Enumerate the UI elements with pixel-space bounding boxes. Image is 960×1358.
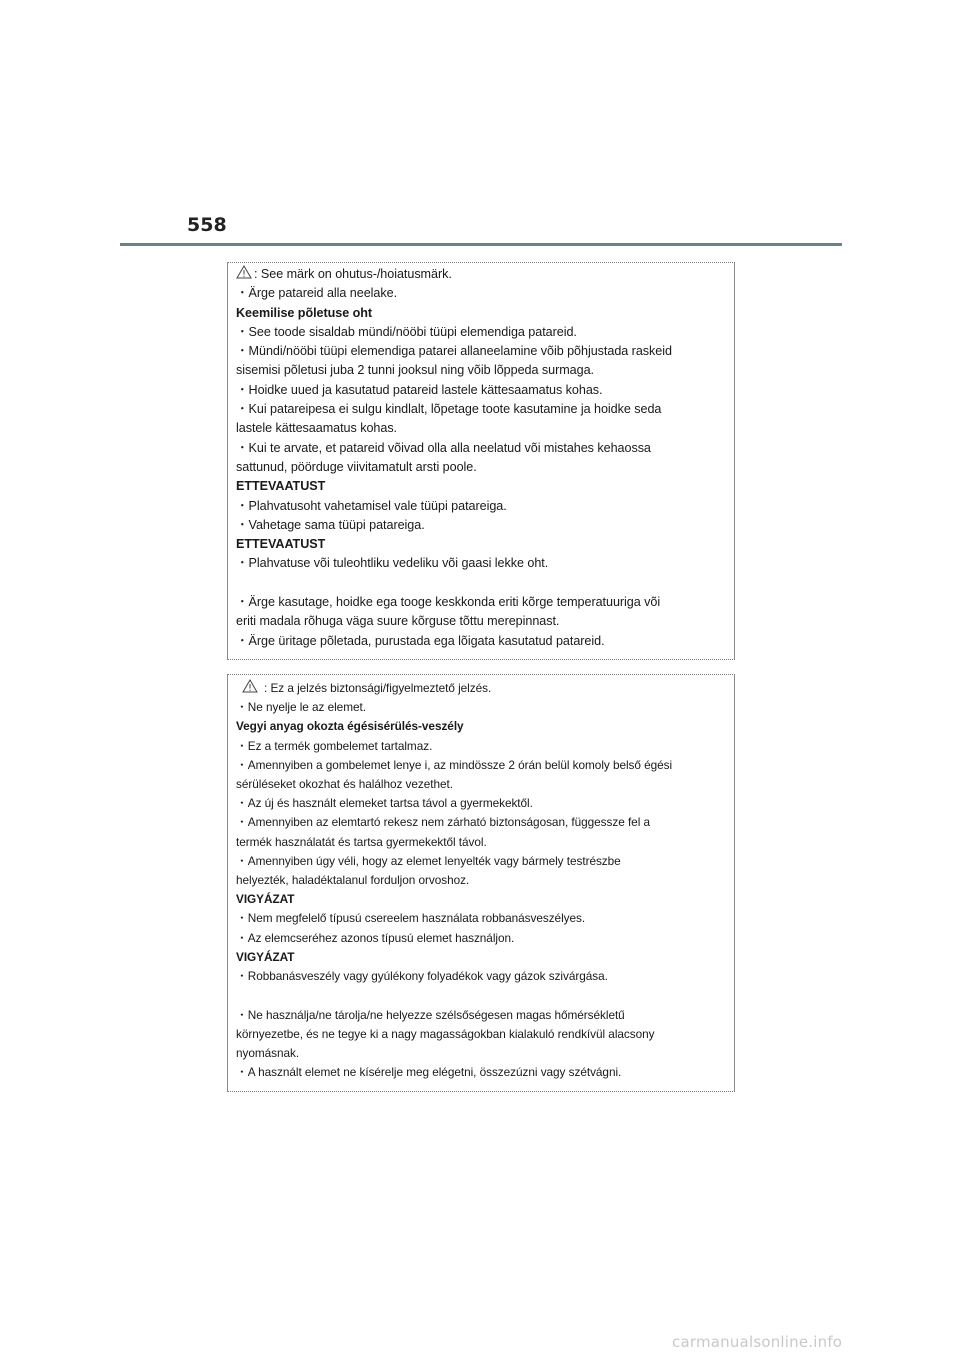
text-line: [236, 986, 728, 1005]
text-line: [236, 574, 728, 593]
text-line: sisemisi põletusi juba 2 tunni jooksul ning võib lõppeda surmaga.: [236, 363, 594, 378]
text-line: ・Ne használja/ne tárolja/ne helyezze szélsőségesen magas hőmérsékletű: [236, 1007, 625, 1022]
hungarian-symbol-text: : Ez a jelzés biztonsági/figyelmeztető jelzés.: [264, 681, 492, 695]
page-number: 558: [187, 214, 227, 236]
hungarian-warning-box: [227, 674, 735, 1092]
text-line: ・Ärge üritage põletada, purustada ega lõigata kasutatud patareid.: [236, 633, 605, 648]
warning-triangle-icon: [236, 265, 252, 279]
header-rule: [120, 243, 842, 246]
hungarian-text-lines: [236, 698, 728, 1082]
section-heading: ETTEVAATUST: [236, 537, 326, 552]
text-line: lastele kättesaamatus kohas.: [236, 421, 398, 436]
text-line: ・Kui te arvate, et patareid võivad olla alla neelatud või mistahes kehaossa: [236, 440, 651, 455]
text-line: ・Az új és használt elemeket tartsa távol a gyermekektől.: [236, 796, 533, 811]
estonian-text-lines: [236, 284, 728, 651]
section-heading: Vegyi anyag okozta égésisérülés-veszély: [236, 719, 464, 734]
text-line: ・See toode sisaldab mündi/nööbi tüüpi elemendiga patareid.: [236, 324, 577, 339]
text-line: ・Az elemcseréhez azonos típusú elemet használjon.: [236, 930, 515, 945]
section-heading: VIGYÁZAT: [236, 892, 295, 907]
estonian-warning-box: [227, 262, 735, 660]
estonian-symbol-text: : See märk on ohutus-/hoiatusmärk.: [254, 267, 452, 281]
text-line: ・Amennyiben az elemtartó rekesz nem zárható biztonságosan, függessze fel a: [236, 815, 651, 830]
section-heading: VIGYÁZAT: [236, 949, 295, 964]
estonian-warning-symbol-line: [236, 265, 728, 284]
text-line: ・Kui patareipesa ei sulgu kindlalt, lõpetage toote kasutamine ja hoidke seda: [236, 402, 662, 417]
text-line: ・Plahvatuse või tuleohtliku vedeliku või gaasi lekke oht.: [236, 556, 549, 571]
section-heading: Keemilise põletuse oht: [236, 305, 373, 320]
text-line: ・Ez a termék gombelemet tartalmaz.: [236, 738, 433, 753]
text-line: ・Nem megfelelő típusú csereelem használata robbanásveszélyes.: [236, 911, 586, 926]
text-line: nyomásnak.: [236, 1045, 300, 1060]
text-line: sattunud, pöörduge viivitamatult arsti poole.: [236, 459, 477, 474]
text-line: környezetbe, és ne tegye ki a nagy magasságokban kialakuló rendkívül alacsony: [236, 1026, 655, 1041]
site-watermark: carmanualsonline.info: [672, 1333, 843, 1351]
warning-triangle-icon: [242, 679, 258, 693]
text-line: ・Amennyiben a gombelemet lenye i, az mindössze 2 órán belül komoly belső égési: [236, 757, 673, 772]
text-line: ・Robbanásveszély vagy gyúlékony folyadékok vagy gázok szivárgása.: [236, 969, 608, 984]
section-heading: ETTEVAATUST: [236, 479, 326, 494]
text-line: ・Ärge kasutage, hoidke ega tooge keskkonda eriti kõrge temperatuuriga või: [236, 595, 661, 610]
text-line: ・A használt elemet ne kísérelje meg elégetni, összezúzni vagy szétvágni.: [236, 1065, 622, 1080]
text-line: ・Amennyiben úgy véli, hogy az elemet lenyelték vagy bármely testrészbe: [236, 853, 621, 868]
text-line: eriti madala rõhuga väga suure kõrguse tõttu merepinnast.: [236, 614, 560, 629]
text-line: termék használatát és tartsa gyermekektől távol.: [236, 834, 487, 849]
text-line: ・Vahetage sama tüüpi patareiga.: [236, 517, 425, 532]
text-line: sérüléseket okozhat és halálhoz vezethet.: [236, 777, 453, 792]
text-line: ・Ärge patareid alla neelake.: [236, 286, 398, 301]
text-line: ・Ne nyelje le az elemet.: [236, 700, 366, 715]
hungarian-warning-symbol-line: [236, 679, 728, 698]
text-line: ・Hoidke uued ja kasutatud patareid lastele kättesaamatus kohas.: [236, 382, 603, 397]
text-line: ・Mündi/nööbi tüüpi elemendiga patarei allaneelamine võib põhjustada raskeid: [236, 344, 672, 359]
text-line: helyezték, haladéktalanul forduljon orvoshoz.: [236, 873, 470, 888]
text-line: ・Plahvatusoht vahetamisel vale tüüpi patareiga.: [236, 498, 507, 513]
